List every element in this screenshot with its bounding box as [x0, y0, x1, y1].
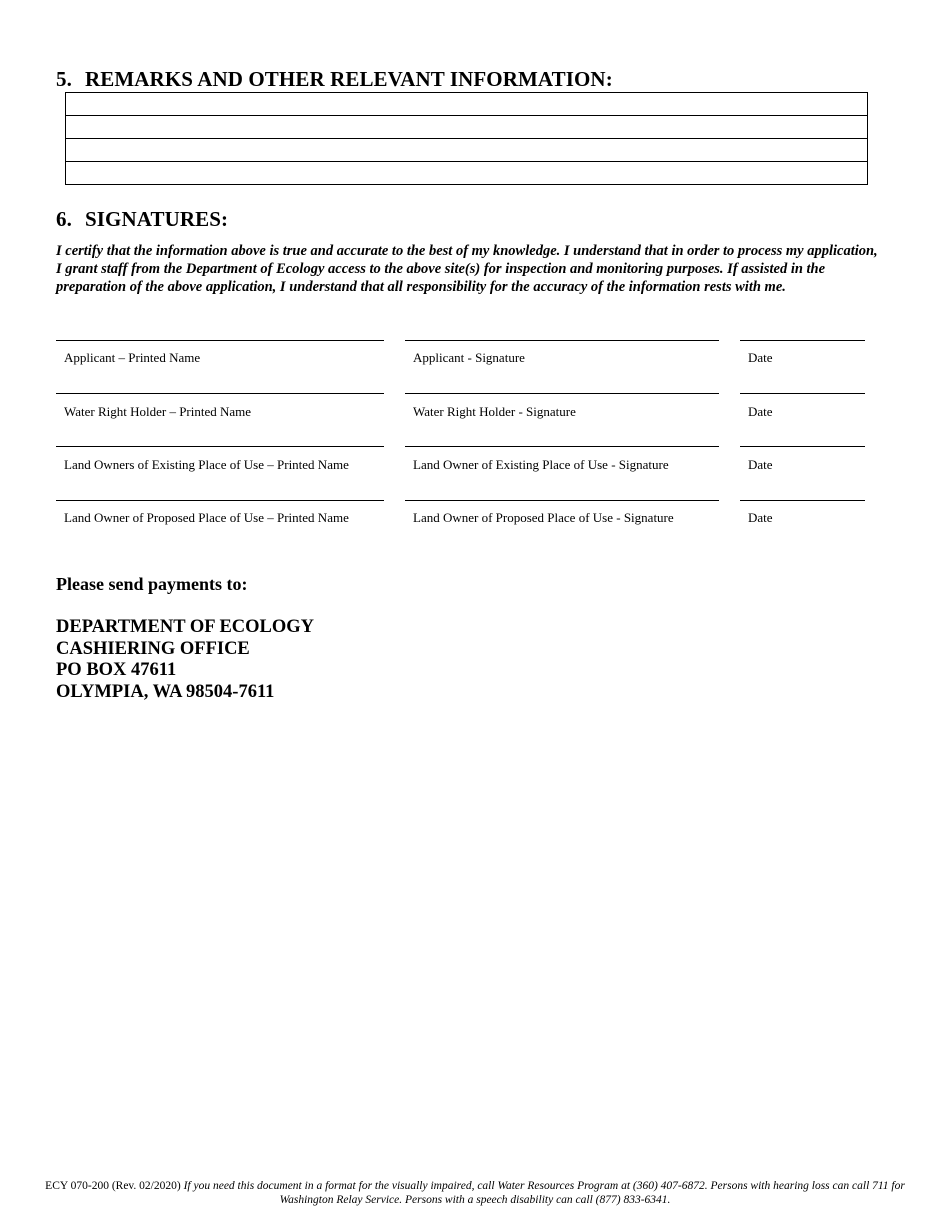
- accessibility-notice: If you need this document in a format for the visually impaired, call Water Resources Program at (360) 407-6872. Persons with hearing loss can call 711 for Washington Relay Service. Persons with a speech disability can call (877) 833-6341.: [183, 1180, 905, 1206]
- payment-heading: Please send payments to:: [56, 574, 248, 594]
- remarks-row[interactable]: [66, 116, 867, 139]
- existing-land-owner-printed-name-field[interactable]: [56, 446, 384, 447]
- signatures-section-number: 6.: [56, 207, 72, 231]
- certification-statement: I certify that the information above is true and accurate to the best of my knowledge. I understand that in order to process my application, I grant staff from the Department of Ecology access to the above site(s) for inspection and monitoring purposes. If assisted in the preparation of the above application, I understand that all responsibility for the accuracy of the information rests with me.: [56, 243, 878, 295]
- applicant-printed-name-label: Applicant – Printed Name: [64, 350, 201, 365]
- applicant-printed-name-field[interactable]: [56, 340, 384, 341]
- address-line: CASHIERING OFFICE: [56, 638, 250, 659]
- applicant-signature-field[interactable]: [405, 340, 719, 341]
- water-right-holder-date-label: Date: [748, 404, 773, 419]
- remarks-section-title: REMARKS AND OTHER RELEVANT INFORMATION:: [85, 67, 613, 91]
- water-right-holder-printed-name-field[interactable]: [56, 393, 384, 394]
- existing-land-owner-signature-label: Land Owner of Existing Place of Use - Signature: [413, 457, 669, 472]
- water-right-holder-signature-label: Water Right Holder - Signature: [413, 404, 576, 419]
- remarks-row[interactable]: [66, 93, 867, 116]
- proposed-land-owner-printed-name-label: Land Owner of Proposed Place of Use – Printed Name: [64, 510, 349, 525]
- address-line: DEPARTMENT OF ECOLOGY: [56, 617, 315, 637]
- existing-land-owner-signature-field[interactable]: [405, 446, 719, 447]
- remarks-section-heading: [56, 67, 613, 92]
- signatures-section-heading: [56, 207, 228, 232]
- existing-land-owner-date-label: Date: [748, 457, 773, 472]
- proposed-land-owner-signature-label: Land Owner of Proposed Place of Use - Signature: [413, 510, 674, 525]
- proposed-land-owner-date-label: Date: [748, 510, 773, 525]
- applicant-date-field[interactable]: [740, 340, 865, 341]
- remarks-row[interactable]: [66, 139, 867, 162]
- existing-land-owner-date-field[interactable]: [740, 446, 865, 447]
- applicant-date-label: Date: [748, 350, 773, 365]
- signatures-section-title: SIGNATURES:: [85, 207, 229, 231]
- address-line: PO BOX 47611: [56, 660, 177, 680]
- applicant-signature-label: Applicant - Signature: [413, 350, 525, 365]
- remarks-row[interactable]: [66, 162, 867, 185]
- payment-address: [56, 617, 314, 703]
- page-footer: [40, 1179, 910, 1207]
- water-right-holder-signature-field[interactable]: [405, 393, 719, 394]
- water-right-holder-date-field[interactable]: [740, 393, 865, 394]
- existing-land-owner-printed-name-label: Land Owners of Existing Place of Use – Printed Name: [64, 457, 349, 472]
- water-right-holder-printed-name-label: Water Right Holder – Printed Name: [64, 404, 252, 419]
- proposed-land-owner-printed-name-field[interactable]: [56, 500, 384, 501]
- remarks-section-number: 5.: [56, 67, 72, 91]
- address-line: OLYMPIA, WA 98504-7611: [56, 681, 275, 702]
- proposed-land-owner-date-field[interactable]: [740, 500, 865, 501]
- remarks-table: [65, 92, 868, 185]
- form-id: ECY 070-200 (Rev. 02/2020): [45, 1180, 181, 1192]
- proposed-land-owner-signature-field[interactable]: [405, 500, 719, 501]
